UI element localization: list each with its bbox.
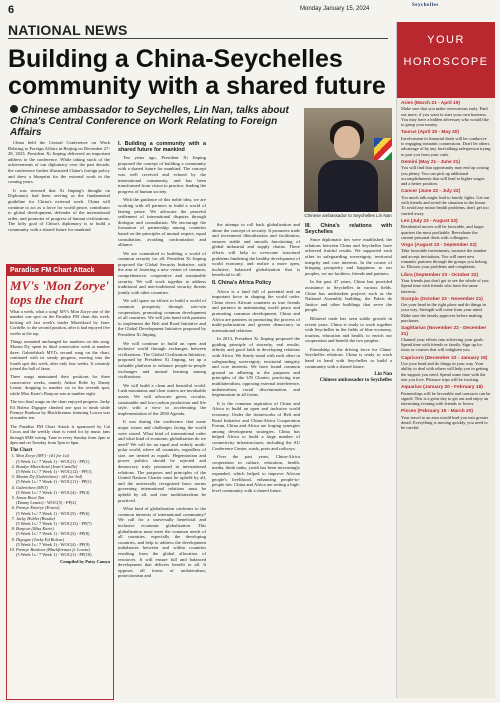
sign-text: Get your head in the right place and do things in your way. Strength will come from your mind. Make sure the family approves before making purchases. bbox=[401, 302, 486, 323]
horoscope-entry bbox=[397, 101, 495, 127]
sign-name: Gemini (May 21 - June 21) bbox=[401, 159, 460, 165]
list-item: 1. Mon Zorye (MV) - (#1 for 1st) (5 Week 1s / 7 Week 1) - WOC(1) - PP(1) bbox=[16, 453, 110, 463]
issue-date: Monday January 15, 2024 bbox=[300, 6, 370, 12]
ambassador-photo bbox=[304, 108, 392, 212]
paragraph: What kind of globalization conforms to the common interests of international community? We call for a universally beneficial and inclusive economic globalization. This globalization must meet the common needs of all countries, especially the developing countries, and help to address the development imbalances between and within countries resulting from the global allocation of resources. It will ensure full and balanced development that delivers benefit to all. It opposes all forms of unilateralism, protectionism and bbox=[118, 506, 206, 579]
horoscope-entry bbox=[397, 219, 495, 240]
bullet-icon bbox=[10, 105, 18, 113]
list-item: 9. Digogne (Jacky Ed Boleur) (5 Week 1s / 7 Week 1) - WOC(4) - PP(9) bbox=[16, 537, 110, 547]
sign-text: Residential moves will be favorable, and larger quarters the most profitable. Reevaluate the current personal deals with colleagues. bbox=[401, 224, 484, 240]
list-item: 4. Gabrielsen (MVJ) (5 Week 1s / 7 Week 1) - WOC(4) - PP(4) bbox=[16, 485, 110, 495]
paragraph: We will spare no efforts to build a world of common prosperity through win-win cooperation, promoting common development of all countries. We will join hand with partners to implement the Belt and Road Initiative and the Global Development Initiative proposed by President Xi Jinping. bbox=[118, 298, 206, 337]
horoscope-entry bbox=[397, 243, 495, 269]
chart-body bbox=[7, 309, 113, 445]
page-number: 6 bbox=[8, 4, 15, 16]
chart-headline: MV's 'Mon Zorye' tops the chart bbox=[10, 278, 109, 307]
sign-name: Aries (March 21 - April 19) bbox=[401, 101, 461, 106]
paragraph: Africa is a land full of potential and an important force in shaping the world order. China views African countries as true friends and partners in maintaining world peace and promoting common development. China and Africa are partners in promoting the process of multi-polarization and greater democracy in international relations. bbox=[212, 288, 300, 333]
horoscope-title-2: HOROSCOPE bbox=[403, 56, 489, 68]
sign-name: Scorpio (October 23 - November 21) bbox=[401, 296, 483, 302]
list-item: 2. Bondye Mizerikord (Jean-Camille) (5 Week 1s / 7 Week 1) - WOC(12) - PP(1) bbox=[16, 464, 110, 474]
sign-text: Your travel to an area would lead you into greater detail. Everything is moving quickly, you need to be careful. bbox=[401, 414, 489, 431]
article-deck bbox=[10, 105, 300, 138]
list-item: 3. Maxim Dy (Gabrielsen) - (#1 for 3rd) (5 Week 1s / 7 Week 1) - WOC(11) - PP(1) bbox=[16, 474, 110, 484]
horoscope-entry bbox=[397, 189, 495, 215]
chart-list bbox=[7, 453, 113, 557]
chart-attack-box bbox=[6, 264, 114, 700]
subheading: III. China's relations with Seychelles bbox=[305, 223, 392, 235]
sign-name: Taurus (April 20 - May 20) bbox=[401, 130, 460, 136]
horoscope-banner bbox=[397, 22, 495, 98]
photo-figure-head bbox=[334, 126, 360, 158]
sign-name: Libra (September 23 - October 22) bbox=[401, 272, 479, 278]
paragraph: the attempt to roll back globalization and abuse the concept of security. It promotes trade and investment liberalization and facilitation, ensures stable and smooth functioning of global industrial and supply chains. These efforts will help to overcome structural problems hindering the healthy development of world economy, and realize a more open, inclusive, balanced globalization that is beneficial to all. bbox=[212, 222, 300, 278]
horoscope-entry bbox=[397, 160, 495, 186]
horoscope-column bbox=[396, 22, 495, 698]
sign-name: Sagittarius (November 22 - December 21) bbox=[401, 326, 487, 337]
article-column-3 bbox=[212, 222, 300, 696]
list-item: 7. Jacky Hoblet (Bwuka) (5 Week 1s / 7 Week 1) - WOC(13) - PP(7) bbox=[16, 516, 110, 526]
paragraph: Three songs maintained their positions for three consecutive weeks, namely Ankoz Bolie by Danny Lenoir, dropping to number six in the seventh spot, while Miss Karie's Bonjour was at number eight. bbox=[10, 374, 110, 396]
sign-name: Virgo (August 23 - September 22) bbox=[401, 243, 477, 249]
paragraph: We will build a clean and beautiful world. Lush mountains and clear waters are invaluable assets. We will advocate green, circular, sustainable and low-carbon production and life style, with a view to accelerating the implementation of the 2030 Agenda. bbox=[118, 382, 206, 416]
sign-text: Take favorable investments, increase the number and accept invitations. You will meet new romantic partners through the groups you belong to. Discuss your problems and complaints. bbox=[401, 248, 487, 270]
paragraph: Since diplomatic ties were established, the relations between China and Seychelles have achieved fruitful results. We supported each other in safeguarding sovereignty, territorial integrity and core interests. In the course of bringing prosperity and happiness to our peoples, we are brothers, friends and partners. bbox=[305, 237, 392, 276]
horoscope-entry bbox=[397, 130, 495, 156]
sign-name: Cancer (June 22 - July 22) bbox=[401, 189, 461, 195]
paragraph: China held the Central Conference on Work Relating to Foreign Affairs in Beijing on December 27-28, 2023. President Xi Jinping delivered an important address to the conference. While taking stock of the achievements of our diplomacy over the past decade, the conference further illustrated China's foreign policy and drew a blueprint for the external work in the coming years. bbox=[8, 140, 110, 185]
paragraph: Friendship is the driving force for China-Seychelles relations. China is ready to work hand in hand with Seychelles to build a community with a shared future. bbox=[305, 346, 392, 369]
paragraph: Ten years ago, President Xi Jinping proposed the concept of building a community with a shared future for mankind. The concept was well received and echoed by the international community, and has been transformed from vision to practice, leading the progress of human society. bbox=[118, 155, 206, 194]
article-column-4 bbox=[305, 222, 392, 696]
seychelles-flag-icon bbox=[374, 138, 392, 160]
section-title: NATIONAL NEWS bbox=[8, 22, 388, 39]
article-headline: Building a China-Seychelles community with a shared future bbox=[8, 45, 386, 100]
sign-text: Use your head and do things in your way. Your ability to deal with others will help you in getting the support you need. Spend some time with the one you love. Pleasure trips will be exciting. bbox=[401, 361, 488, 382]
horoscope-entry bbox=[397, 409, 495, 430]
photo-caption: Chinese ambassador to Seychelles Lin Nan bbox=[304, 213, 392, 218]
subheading: I. Building a community with a shared future for mankind bbox=[118, 141, 206, 153]
sign-text: Your friends just don't get to see the whole of you. Spend time with friends who have the same interests. bbox=[401, 277, 490, 294]
photo-figure-body bbox=[318, 160, 378, 212]
list-item: 8. Bonjour (Miss Karie) (5 Week 1s / 7 Week 1) - WOC(3) - PP(8) bbox=[16, 526, 110, 536]
sign-name: Leo (July 23 - August 22) bbox=[401, 218, 458, 224]
paragraph: In the past 47 years, China has provided assistance to Seychelles in various fields. China has undertaken projects such as the National Assembly building, the Palais de Justice and other buildings that serve the people. bbox=[305, 279, 392, 313]
sign-name: Capricorn (December 22 - January 19) bbox=[401, 355, 488, 361]
article-column-2 bbox=[118, 140, 206, 696]
paragraph: It was stressed that Xi Jinping's thought on Diplomacy had been serving as the fundamental guideline for China's external work. China will continue to act as a force for world peace, contributor to global development, defender of the international order, and promoter of progress of human civilizations. The lofty goal of China's diplomacy is to build a community with a shared future for mankind. bbox=[8, 187, 110, 232]
article-column-1 bbox=[8, 140, 110, 236]
chart-box-title: Paradise FM Chart Attack bbox=[7, 265, 113, 276]
horoscope-entry bbox=[397, 356, 495, 382]
list-item: 10. Premye Bonkour (Blackfiremax ft. Lowza) (5 Week 1s / 7 Week 1) - WOC(1) - PP(10) bbox=[16, 547, 110, 557]
list-item: 5. Ansoz Bwoi Tan (Danny Lenoir) - WOC(5) - PP(2) bbox=[16, 495, 110, 505]
chart-list-title: The Chart bbox=[10, 448, 33, 454]
paragraph: It was during the conference that some major issues and challenges facing the world were raised. What kind of international order and what kind of economic globalization do we need? We call for an equal and orderly multi-polar world, where all countries, regardless of size, are treated as equals. Hegemonism and power politics should be rejected and democracy truly promoted in international relations. The purposes and principles of the United Nations Charter must be upheld by all, and the universally recognized basic norms governing international relations must be upheld by all, and true multilateralism be practiced. bbox=[118, 419, 206, 503]
horoscope-entry bbox=[397, 297, 495, 323]
horoscope-entry bbox=[397, 273, 495, 294]
sign-name: Pisces (February 19 - March 20) bbox=[401, 409, 473, 415]
sign-text: Too much talk might lead to family fights. Get out with friends and avoid the situation in the house. To avoid any minor health problems, don't get too carried away. bbox=[401, 194, 490, 216]
list-item: 6. Premye Enterye (Ernest) (5 Week 1s / 7 Week 1) - WOC(5) - PP(6) bbox=[16, 505, 110, 515]
paragraph: Over the past years, China-Africa cooperation in culture, education, health, media, think tanks, youth has been increasingly expanded, which helped to improve African people's livelihood, enhancing people-to-people ties. China and Africa are setting a high-level community with a shared future. bbox=[212, 454, 300, 493]
subheading: II. China's Africa Policy bbox=[212, 279, 272, 286]
paragraph: Things remained unchanged for numbers on this song. Maxim Dy, spent its third consecutive week at number three. Gabrielshaft MVJ's second song on the chart, continued with its steady progress, moving into the fourth spot this week, after only four weeks. It certainly joined the hall of fame. bbox=[10, 339, 110, 372]
paragraph: With the guidance of this noble idea, we are working with all partners to build a world of lasting peace. We advocate the peaceful settlement of international disputes through dialogue and consultation. We encourage the formation of partnership among countries based on the principles of mutual respect, equal consultation, avoiding confrontation and alliance. bbox=[118, 197, 206, 248]
sign-text: Partnerships will be favorable and contracts can be signed. This is a great day to get out and enjoy an interesting evening with friends or lovers. bbox=[401, 390, 491, 407]
paragraph: The two final songs on the chart enjoyed progress. Jacky Ed Boleur Digogne climbed one spot to ninth while Premye Bonkour by Blackfiremax featuring Lowza was at number ten. bbox=[10, 399, 110, 421]
paragraph: We will continue to build an open and inclusive world through exchanges between civilizations. The Global Civilization Initiative, proposed by President Xi Jinping, set up a valuable platform to enhance people-to-people exchanges and mutual learning among civilizations. bbox=[118, 340, 206, 380]
horoscope-entry bbox=[397, 385, 495, 406]
sign-text: Involvement in financial deals will be conducive to engaging romantic connections. Don't let others advantage of by any fast-talking salesperson trying to part you from your cash. bbox=[401, 135, 491, 157]
sign-name: Aquarius (January 20 - February 18) bbox=[401, 385, 483, 391]
paragraph: Bilateral trade has seen stable growth in recent years. China is ready to work together with Seychelles in the fields of blue economy, tourism, education and health, to enrich our cooperation and benefit the two peoples. bbox=[305, 315, 392, 344]
sign-text: Channel your efforts into achieving your goals. Spend time with friends or family. Sign up for tours or courses that will enlighten you. bbox=[401, 336, 484, 353]
horoscope-title-1: YOUR bbox=[427, 34, 465, 46]
author-signature: Lin Nan Chinese ambassador to Seychelles bbox=[319, 372, 392, 383]
paragraph: We are committed to building a world of common security for all. President Xi Jinping proposed the Global Security Initiative, with the aim of fostering a new vision of common, comprehensive, cooperative and sustainable security. We will work together to address traditional and non-traditional security threats jointly with other countries. bbox=[118, 250, 206, 295]
paragraph: What a week, what a song! MV's Mon Zorye one of the number one spot on the Paradise FM chart this week, kicking off last week's leader Mizerikord by Jean-Cordelle, to the second position, after it had enjoyed five weeks at the top. bbox=[10, 309, 110, 336]
paragraph: The Paradise FM Chart Attack is sponsored by Cat Cocos and the weekly chart is voted for by music fans through SMS voting. Tune in every Sunday from 2pm to 4pm and on Tuesday from 5pm to 6pm. bbox=[10, 423, 110, 445]
paragraph: In 2013, President Xi Jinping proposed the guiding principle of sincerity, real results, affinity and good faith in developing relations with Africa. We firmly stand with each other in safeguarding sovereignty, territorial integrity and core interests. We have found common ground on adhering to the purposes and principles of the UN Charter, practicing true multilateralism, opposing external interference, unilateralism, racial discrimination, and hegemonism in all forms. bbox=[212, 336, 300, 398]
paragraph: It is the common aspiration of China and Africa to build an open and inclusive world economy. Under the frameworks of Belt and Road Initiative and China-Africa Cooperation Forum, China and Africa are forging synergies among development strategies. China has helped Africa to build a large number of connectivity infrastructures, including the AU Conference Center, roads, ports and railways. bbox=[212, 400, 300, 451]
masthead-prefix: Seychelles bbox=[412, 3, 439, 8]
horoscope-entry bbox=[397, 326, 495, 352]
chart-credit: Compiled by Patsy Camya bbox=[60, 559, 110, 565]
sign-text: You will find that opportunity may end up costing you plenty. You can pick up additional accomplishments that will lead to higher wages and a better position. bbox=[401, 165, 489, 187]
deck-text: Chinese ambassador to Seychelles, Lin Nan, talks about China's Central Conference on Work Relating to Foreign Affairs bbox=[10, 105, 289, 138]
sign-text: Make sure that you make reservations early. Find out more, if you want to start your own business. You may have a hidden adversary who would like to grasp your money. bbox=[401, 106, 489, 128]
